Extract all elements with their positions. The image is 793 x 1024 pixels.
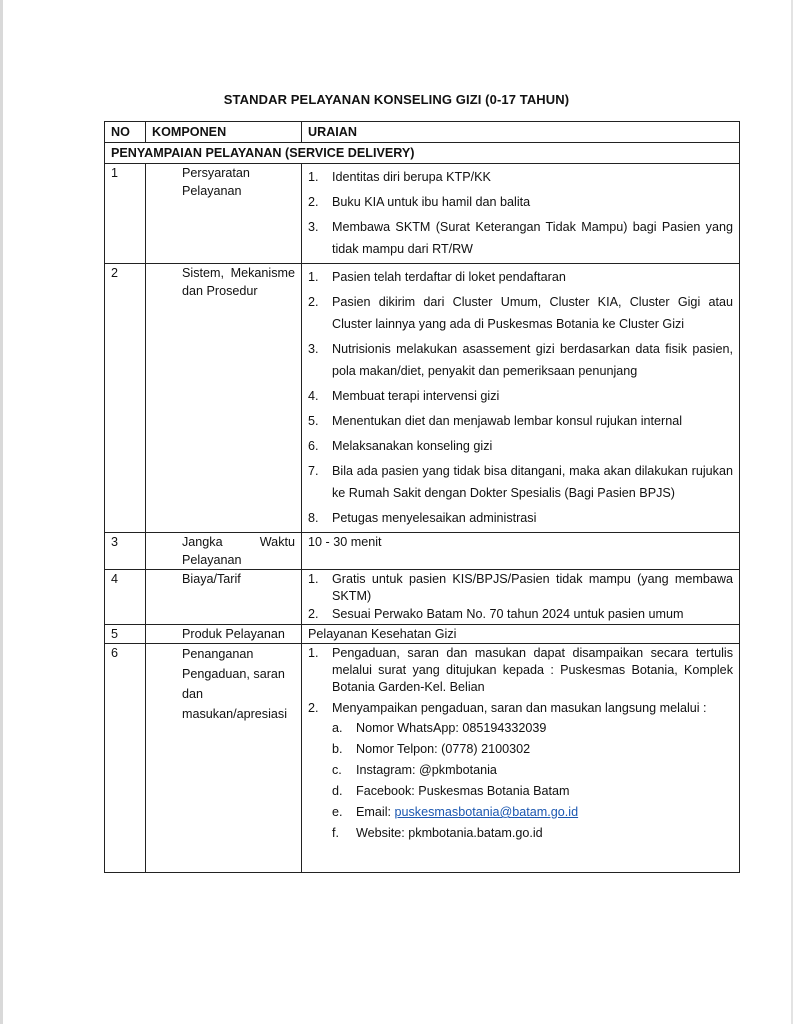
row-component [146,570,302,625]
row-component [146,625,302,644]
page-edge-left [0,0,3,1024]
header-uraian: URAIAN [302,122,740,143]
component-word: Jangka [182,535,223,549]
service-standard-table [104,121,740,873]
table-row [105,164,740,264]
component-line: dan Prosedur [182,284,258,298]
contact-list [308,719,733,843]
row-description: 10 - 30 menit [302,533,740,570]
list-item: 5. Menentukan diet dan menjawab lembar konsul rujukan internal [308,414,683,428]
component-line: Penanganan [182,647,254,661]
row-component [146,644,302,873]
header-komponen: KOMPONEN [146,122,302,143]
list-item: 4. Membuat terapi intervensi gizi [308,389,500,403]
complaint-list [308,645,733,717]
list-item: 6. Melaksanakan konseling gizi [308,439,493,453]
component-word: Waktu [259,535,295,549]
section-title: PENYAMPAIAN PELAYANAN (SERVICE DELIVERY) [105,143,740,164]
list-item: 2. Sesuai Perwako Batam No. 70 tahun 2024 untuk pasien umum [308,607,684,621]
list-item: 1. Identitas diri berupa KTP/KK [308,170,491,184]
email-label: Email: [356,805,395,819]
section-row [105,143,740,164]
contact-item: a. Nomor WhatsApp: 085194332039 [332,721,547,735]
table-row [105,264,740,533]
list-item: 8. Petugas menyelesaikan administrasi [308,511,537,525]
list-item: 2. Menyampaikan pengaduan, saran dan masukan langsung melalui : [308,701,707,715]
header-no: NO [105,122,146,143]
component-line: Produk Pelayanan [182,627,285,641]
component-line: Pelayanan [182,184,242,198]
list-item: 7. Bila ada pasien yang tidak bisa ditangani, maka akan dilakukan rujukan ke Rumah Sakit dengan Dokter Spesialis (Bagi Pasien BPJS) [308,464,733,500]
table-header-row [105,122,740,143]
list-item: 3. Membawa SKTM (Surat Keterangan Tidak Mampu) bagi Pasien yang tidak mampu dari RT/RW [308,220,733,256]
component-line: Pelayanan [182,553,242,567]
row-number: 6 [105,644,146,873]
contact-item: d. Facebook: Puskesmas Botania Batam [332,784,570,798]
row-component [146,164,302,264]
row-description [302,644,740,873]
row-description: Pelayanan Kesehatan Gizi [302,625,740,644]
component-line: Biaya/Tarif [182,572,241,586]
list-item: 2. Buku KIA untuk ibu hamil dan balita [308,195,531,209]
contact-item: e. Email: puskesmasbotania@batam.go.id [332,805,579,819]
contact-item: f. Website: pkmbotania.batam.go.id [332,826,543,840]
component-word: Sistem, [182,266,224,280]
list-item: 1. Pengaduan, saran dan masukan dapat disampaikan secara tertulis melalui surat yang ditujukan kepada : Puskesmas Botania, Komplek Botania Garden-Kel. Belian [308,646,733,694]
list-item: 2. Pasien dikirim dari Cluster Umum, Cluster KIA, Cluster Gigi atau Cluster lainnya yang ada di Puskesmas Botania ke Cluster Gizi [308,295,733,331]
list-item: 1. Gratis untuk pasien KIS/BPJS/Pasien tidak mampu (yang membawa SKTM) [308,572,733,603]
row-description [302,264,740,533]
row-number: 2 [105,264,146,533]
component-line: dan [182,687,204,701]
table-row [105,533,740,570]
row-description [302,570,740,625]
list-item: 3. Nutrisionis melakukan asassement gizi berdasarkan data fisik pasien, pola makan/diet, penyakit dan pemeriksaan penunjang [308,342,733,378]
component-line: Persyaratan [182,166,250,180]
row-number: 3 [105,533,146,570]
procedure-list [308,266,733,529]
row-number: 4 [105,570,146,625]
document-title: STANDAR PELAYANAN KONSELING GIZI (0-17 TAHUN) [223,92,570,107]
component-word: Mekanisme [230,266,295,280]
row-number: 1 [105,164,146,264]
component-line: Pengaduan, saran [182,667,285,681]
row-number: 5 [105,625,146,644]
list-item: 1. Pasien telah terdaftar di loket pendaftaran [308,270,566,284]
contact-item: c. Instagram: @pkmbotania [332,763,497,777]
row-component [146,533,302,570]
contact-item: b. Nomor Telpon: (0778) 2100302 [332,742,531,756]
fee-list [308,571,733,623]
component-line: masukan/apresiasi [182,707,287,721]
row-description [302,164,740,264]
table-row [105,570,740,625]
row-component [146,264,302,533]
table-row [105,625,740,644]
requirements-list [308,166,733,260]
table-row [105,644,740,873]
email-link[interactable]: puskesmasbotania@batam.go.id [394,805,579,819]
